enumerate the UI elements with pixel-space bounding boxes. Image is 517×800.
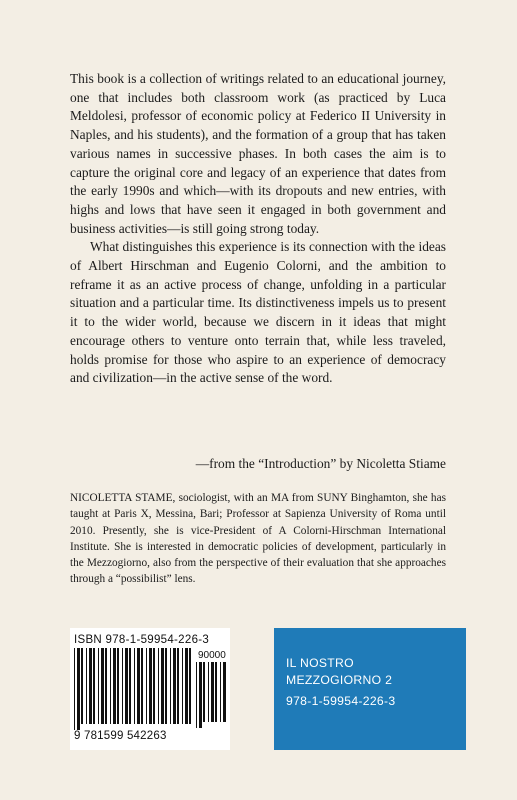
- isbn-label: ISBN 978-1-59954-226-3: [74, 634, 210, 646]
- barcode-bar: [220, 662, 221, 722]
- addon-barcode-bars: [196, 662, 226, 728]
- barcode-bar: [182, 648, 183, 724]
- intro-paragraph-1: This book is a collection of writings related to an educational journey, one that includes both classroom work (as practiced by Luca Meldolesi, professor of economic policy at Federico II University in Naples, and his students), and the formation of a group that has taken various names in successive phases. In both cases the aim is to capture the original core and legacy of an experience that dates from the early 1990s and which—with its dropouts and new entries, with highs and lows that have seen it engaged in both government and business activities—is still going strong today.: [70, 71, 446, 236]
- series-title-line-2: MEZZOGIORNO 2: [286, 673, 393, 687]
- barcode-bar: [215, 662, 217, 722]
- barcode-bar: [177, 648, 179, 724]
- intro-paragraph-2: What distinguishes this experience is its connection with the ideas of Albert Hirschman and Eugenio Colorni, and the ambition to reframe it as an active process of change, unfolding in a particular situation and a particular time. Its distinctiveness impels us to present it to the wider world, because we discern in it ideas that might encourage others to venture onto terrain that, while less traveled, holds promise for those who aspire to an experience of democracy and civilization—in the active sense of the word.: [70, 239, 446, 386]
- barcode-bar: [173, 648, 176, 724]
- barcode-bar: [122, 648, 123, 724]
- barcode-bar: [129, 648, 131, 724]
- barcode-bar: [149, 648, 152, 724]
- barcode-bar: [93, 648, 95, 724]
- barcode-bar: [77, 648, 80, 730]
- barcode-bar: [196, 662, 197, 728]
- barcode-bar: [74, 648, 75, 730]
- barcode-bar: [153, 648, 155, 724]
- series-title-line-1: IL NOSTRO: [286, 656, 354, 670]
- barcode-bar: [208, 662, 209, 722]
- barcode-bar: [125, 648, 128, 724]
- barcode-bar: [185, 648, 188, 724]
- barcode-bar: [105, 648, 107, 724]
- barcode-bar: [189, 648, 191, 724]
- series-box: [274, 628, 466, 750]
- barcode-bar: [110, 648, 111, 724]
- barcode-bar: [98, 648, 99, 724]
- barcode-bar: [158, 648, 159, 724]
- intro-excerpt: [70, 70, 446, 388]
- author-bio: NICOLETTA STAME, sociologist, with an MA from SUNY Binghamton, she has taught at Paris X, Messina, Bari; Professor at Sapienza University of Roma until 2010. Presently, she is vice-President of A Colorni-Hirschman International Institute. She is interested in democratic policies of development, particularly in the Mezzogiorno, also from the perspective of their evaluation that she approaches through a “possibilist” lens.: [70, 492, 446, 586]
- barcode-bar: [141, 648, 143, 724]
- intro-attribution: —from the “Introduction” by Nicoletta Stiame: [195, 456, 446, 471]
- barcode-digits: 9 781599 542263: [74, 730, 167, 742]
- barcode-bar: [86, 648, 87, 724]
- price-code: 90000: [198, 650, 226, 661]
- barcode-bar: [137, 648, 140, 724]
- barcode-bar: [89, 648, 92, 724]
- barcode-bar: [117, 648, 119, 724]
- barcode-bar: [211, 662, 214, 722]
- barcode-bar: [203, 662, 205, 722]
- barcode-bar: [113, 648, 116, 724]
- series-isbn: 978-1-59954-226-3: [286, 694, 396, 708]
- barcode-bar: [134, 648, 135, 724]
- barcode-bar: [81, 648, 83, 724]
- barcode-bar: [101, 648, 104, 724]
- barcode-bars: [74, 648, 194, 730]
- barcode-bar: [199, 662, 202, 728]
- barcode-bar: [170, 648, 171, 724]
- barcode-bar: [146, 648, 147, 724]
- barcode-bar: [223, 662, 226, 722]
- barcode-bar: [161, 648, 164, 724]
- isbn-barcode: [70, 628, 230, 750]
- barcode-bar: [165, 648, 167, 724]
